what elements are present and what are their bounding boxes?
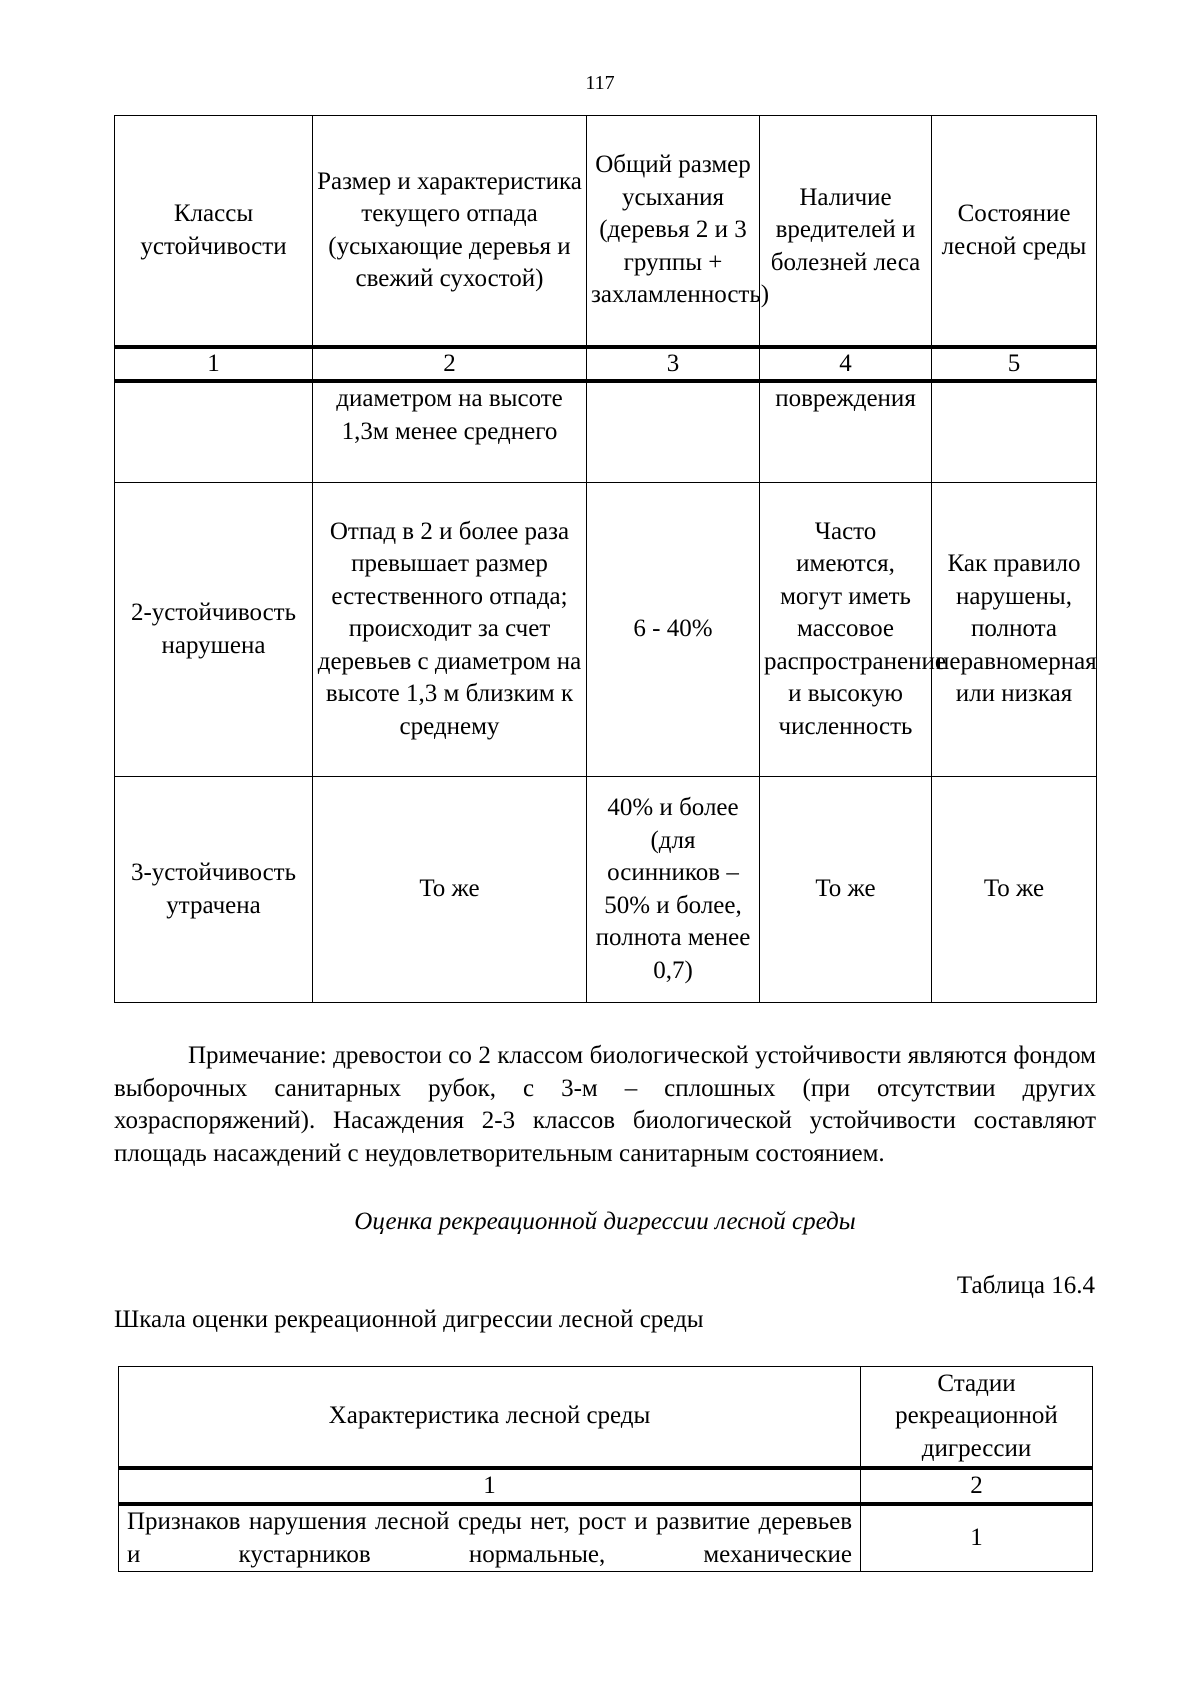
column-number: 2 — [861, 1468, 1093, 1504]
column-number: 1 — [115, 347, 313, 381]
table-header-row — [115, 116, 1097, 348]
header-cell: Состояние лесной среды — [932, 116, 1097, 348]
column-number: 5 — [932, 347, 1097, 381]
note-paragraph: Примечание: древостои со 2 классом биологической устойчивости являются фондом выборочных санитарных рубок, с 3-м – сплошных (при отсутствии других хозраспоряжений). Насаждения 2-3 классов биологической устойчивости составляют площадь насаждений с неудовлетворительным санитарным состоянием. — [114, 1042, 1096, 1167]
table-title: Шкала оценки рекреационной дигрессии лесной среды — [114, 1306, 704, 1333]
table-cell — [932, 381, 1097, 483]
table-cell: 3-устойчивость утрачена — [115, 777, 313, 1003]
recreational-digression-table — [118, 1366, 1093, 1572]
table-row — [115, 777, 1097, 1003]
table-cell: 40% и более (для осинников – 50% и более, полнота менее 0,7) — [587, 777, 760, 1003]
table-cell: 2-устойчивость нарушена — [115, 483, 313, 777]
table-cell: повреждения — [760, 381, 932, 483]
table-cell: То же — [760, 777, 932, 1003]
table-row — [115, 483, 1097, 777]
table-cell: Часто имеются, могут иметь массовое распространение и высокую численность — [760, 483, 932, 777]
table-row — [119, 1504, 1093, 1572]
column-number-row — [115, 347, 1097, 381]
table-cell: Отпад в 2 и более раза превышает размер естественного отпада; происходит за счет деревьев с диаметром на высоте 1,3 м близким к среднему — [313, 483, 587, 777]
column-number: 1 — [119, 1468, 861, 1504]
table-header-row — [119, 1367, 1093, 1469]
header-cell: Наличие вредителей и болезней леса — [760, 116, 932, 348]
column-number: 2 — [313, 347, 587, 381]
column-number: 3 — [587, 347, 760, 381]
column-number-row — [119, 1468, 1093, 1504]
table-cell: 1 — [861, 1504, 1093, 1572]
page-number: 117 — [585, 72, 615, 94]
table-cell: 6 - 40% — [587, 483, 760, 777]
table-cell: Признаков нарушения лесной среды нет, рост и развитие деревьев и кустарников нормальные, механические — [119, 1504, 861, 1572]
table-cell — [115, 381, 313, 483]
table-cell: То же — [313, 777, 587, 1003]
header-cell: Общий размер усыхания (деревья 2 и 3 группы + захламленность) — [587, 116, 760, 348]
section-subtitle: Оценка рекреационной дигрессии лесной среды — [354, 1208, 856, 1235]
table-row — [115, 381, 1097, 483]
table-cell: То же — [932, 777, 1097, 1003]
stability-classes-table — [114, 115, 1097, 1003]
table-label: Таблица 16.4 — [956, 1272, 1095, 1299]
header-cell: Размер и характеристика текущего отпада (усыхающие деревья и свежий сухостой) — [313, 116, 587, 348]
table-cell: Как правило нарушены, полнота неравномерная или низкая — [932, 483, 1097, 777]
table-cell — [587, 381, 760, 483]
table-cell: диаметром на высоте 1,3м менее среднего — [313, 381, 587, 483]
column-number: 4 — [760, 347, 932, 381]
header-cell: Стадии рекреационной дигрессии — [861, 1367, 1093, 1469]
header-cell: Классы устойчивости — [115, 116, 313, 348]
header-cell: Характеристика лесной среды — [119, 1367, 861, 1469]
